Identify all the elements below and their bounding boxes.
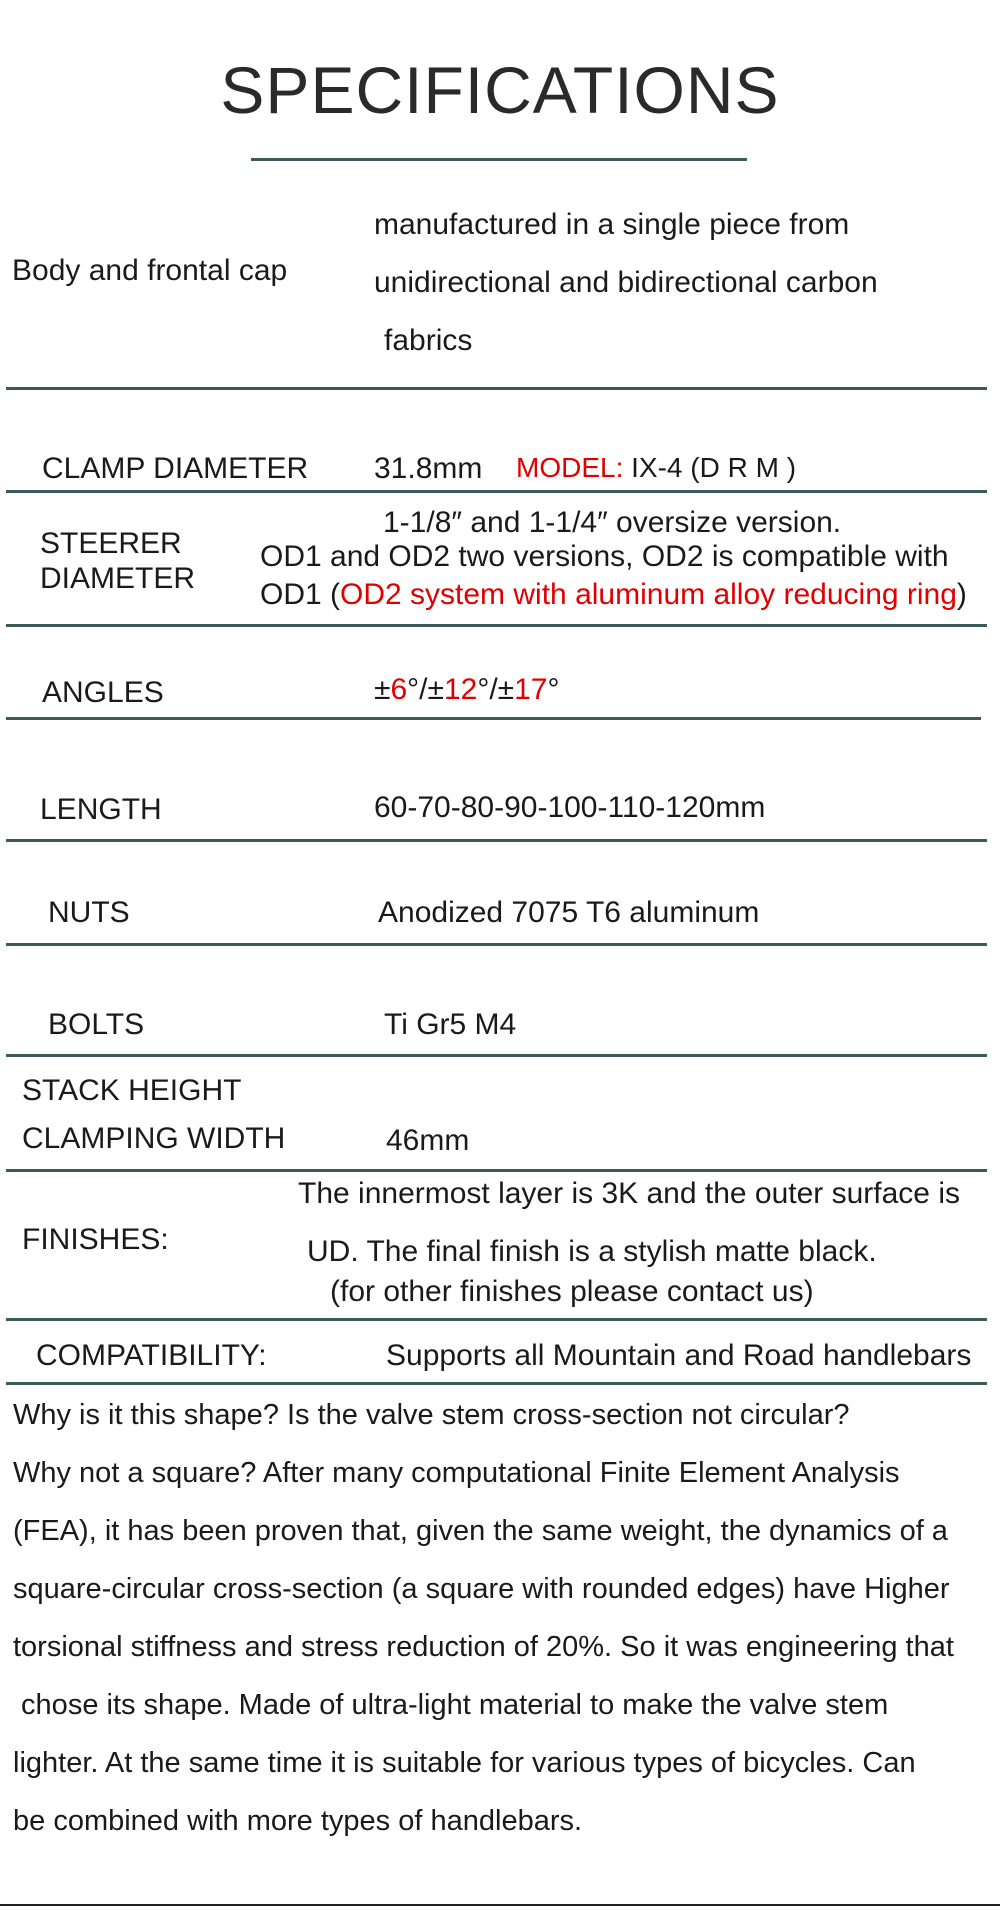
row-divider (6, 387, 987, 390)
body-value-line1: manufactured in a single piece from (374, 208, 850, 241)
body-value-line3: fabrics (384, 324, 473, 357)
title-underline (251, 158, 747, 161)
compat-label: COMPATIBILITY: (36, 1339, 267, 1372)
angle-value-1: 6 (390, 673, 408, 706)
steerer-value-line1: 1-1/8″ and 1-1/4″ oversize version. (383, 506, 842, 539)
angles-label: ANGLES (42, 676, 164, 709)
bottom-divider (0, 1904, 1000, 1906)
row-divider (6, 1382, 987, 1385)
row-divider (6, 490, 987, 493)
model-label: MODEL: (516, 452, 624, 483)
angles-sep-2: °/± (477, 673, 515, 706)
finishes-value-line3: (for other finishes please contact us) (330, 1275, 814, 1308)
angle-value-3: 17 (514, 673, 548, 706)
bolts-value: Ti Gr5 M4 (384, 1008, 517, 1041)
description-line: be combined with more types of handlebars. (13, 1805, 583, 1837)
clamp-value: 31.8mm (374, 452, 483, 485)
compat-value: Supports all Mountain and Road handlebars (386, 1339, 972, 1372)
clamp-label: CLAMP DIAMETER (42, 452, 309, 485)
bolts-label: BOLTS (48, 1008, 145, 1041)
row-divider (6, 1054, 987, 1057)
model-value: IX-4 (D R M ) (631, 452, 797, 483)
steerer-line3-red: OD2 system with aluminum alloy reducing ring (340, 578, 957, 611)
description-line: (FEA), it has been proven that, given the same weight, the dynamics of a (13, 1515, 948, 1547)
row-divider (6, 1318, 987, 1321)
stack-label-line1: STACK HEIGHT (22, 1074, 242, 1107)
angles-sign-1: ± (374, 673, 391, 706)
steerer-value-line3 (260, 578, 967, 612)
description-line: chose its shape. Made of ultra-light material to make the valve stem (13, 1689, 889, 1721)
finishes-value-line2: UD. The final finish is a stylish matte black. (307, 1235, 877, 1268)
nuts-value: Anodized 7075 T6 aluminum (378, 896, 760, 929)
page-title: SPECIFICATIONS (220, 53, 780, 127)
row-divider (6, 624, 987, 627)
row-divider (6, 839, 987, 842)
finishes-value-line1: The innermost layer is 3K and the outer surface is (298, 1177, 960, 1210)
steerer-label-line2: DIAMETER (40, 562, 196, 595)
angles-value (374, 673, 560, 707)
length-label: LENGTH (40, 793, 162, 826)
model-info (516, 452, 796, 484)
description-line: torsional stiffness and stress reduction of 20%. So it was engineering that (13, 1631, 954, 1663)
description-line: lighter. At the same time it is suitable for various types of bicycles. Can (13, 1747, 916, 1779)
row-divider (6, 1169, 987, 1172)
body-value-line2: unidirectional and bidirectional carbon (374, 266, 878, 299)
angles-degree: ° (547, 673, 560, 706)
length-value: 60-70-80-90-100-110-120mm (374, 791, 766, 824)
description-line: Why is it this shape? Is the valve stem cross-section not circular? (13, 1399, 850, 1431)
stack-value: 46mm (386, 1124, 470, 1157)
description-line: square-circular cross-section (a square with rounded edges) have Higher (13, 1573, 950, 1605)
row-divider (6, 943, 987, 946)
steerer-line3-start: OD1 ( (260, 578, 341, 611)
steerer-line3-end: ) (956, 578, 967, 611)
nuts-label: NUTS (48, 896, 130, 929)
steerer-value-line2: OD1 and OD2 two versions, OD2 is compatible with (260, 540, 949, 573)
row-divider (6, 717, 981, 720)
steerer-label-line1: STEERER (40, 527, 182, 560)
description-line: Why not a square? After many computational Finite Element Analysis (13, 1457, 900, 1489)
stack-label-line2: CLAMPING WIDTH (22, 1122, 286, 1155)
finishes-label: FINISHES: (22, 1223, 169, 1256)
body-label: Body and frontal cap (12, 254, 288, 287)
angles-sep-1: °/± (407, 673, 444, 706)
angle-value-2: 12 (443, 673, 478, 706)
